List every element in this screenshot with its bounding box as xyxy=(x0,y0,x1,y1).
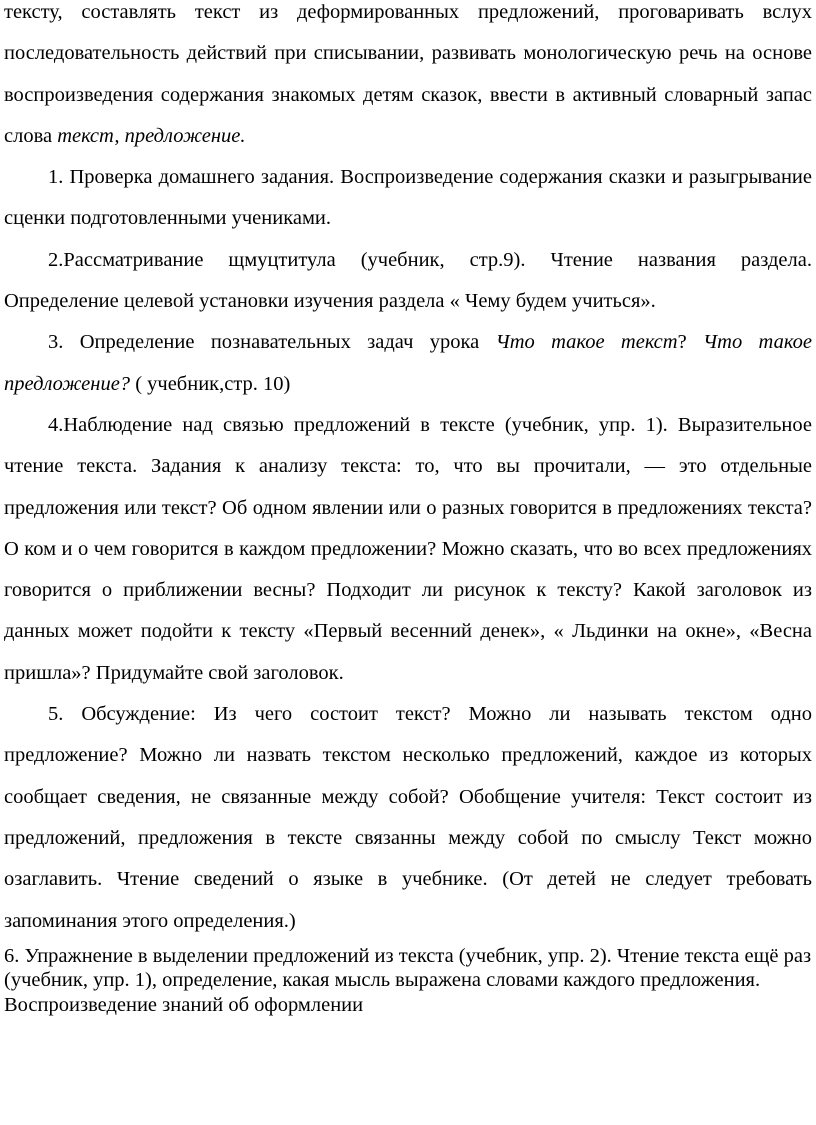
paragraph-objectives-italic: текст, предложение. xyxy=(57,124,246,147)
paragraph-step-3 xyxy=(4,322,812,405)
step-3-tail: ( учебник,стр. 10) xyxy=(130,372,291,395)
step-3-lead: 3. Определение познавательных задач урока xyxy=(48,331,496,354)
paragraph-objectives xyxy=(4,0,812,157)
paragraph-step-4: 4.Наблюдение над связью предложений в тексте (учебник, упр. 1). Выразительное чтение текста. Задания к анализу текста: то, что вы прочитали, — это отдельные предложения или текст? Об одном явлении или о разных говорится в предложениях текста? О ком и о чем говорится в каждом предложении? Можно сказать, что во всех предложениях говорится о приближении весны? Подходит ли рисунок к тексту? Какой заголовок из данных может подойти к тексту «Первый весенний денек», « Льдинки на окне», «Весна пришла»? Придумайте свой заголовок. xyxy=(4,413,812,684)
paragraph-objectives-text: тексту, составлять текст из деформированных предложений, проговаривать вслух последовательность действий при списывании, развивать монологическую речь на основе воспроизведения содержания знакомых детям сказок, ввести в активный словарный запас слова xyxy=(4,1,812,147)
step-3-italic-1: Что такое текст xyxy=(495,331,678,354)
main-text xyxy=(4,0,812,942)
tail-text xyxy=(4,944,812,1018)
paragraph-step-1: 1. Проверка домашнего задания. Воспроизведение содержания сказки и разыгрывание сценки подготовленными учениками. xyxy=(4,166,812,230)
step-3-mid: ? xyxy=(677,331,704,354)
step-3-italic-2: Что такое предложение? xyxy=(4,331,813,395)
paragraph-step-5: 5. Обсуждение: Из чего состоит текст? Можно ли называть текстом одно предложение? Можно ли назвать текстом несколько предложений, каждое из которых сообщает сведения, не связанные между собой? Обобщение учителя: Текст состоит из предложений, предложения в тексте связанны между собой по смыслу Текст можно озаглавить. Чтение сведений о языке в учебнике. (От детей не следует требовать запоминания этого определения.) xyxy=(4,703,812,932)
paragraph-step-2: 2.Рассматривание щмуцтитула (учебник, стр.9). Чтение названия раздела. Определение целевой установки изучения раздела « Чему будем учиться». xyxy=(4,248,812,313)
paragraph-step-6: 6. Упражнение в выделении предложений из текста (учебник, упр. 2). Чтение текста ещё раз (учебник, упр. 1), определение, какая мысль выражена словами каждого предложения. Воспроизведение знаний об оформлении xyxy=(4,944,812,1016)
